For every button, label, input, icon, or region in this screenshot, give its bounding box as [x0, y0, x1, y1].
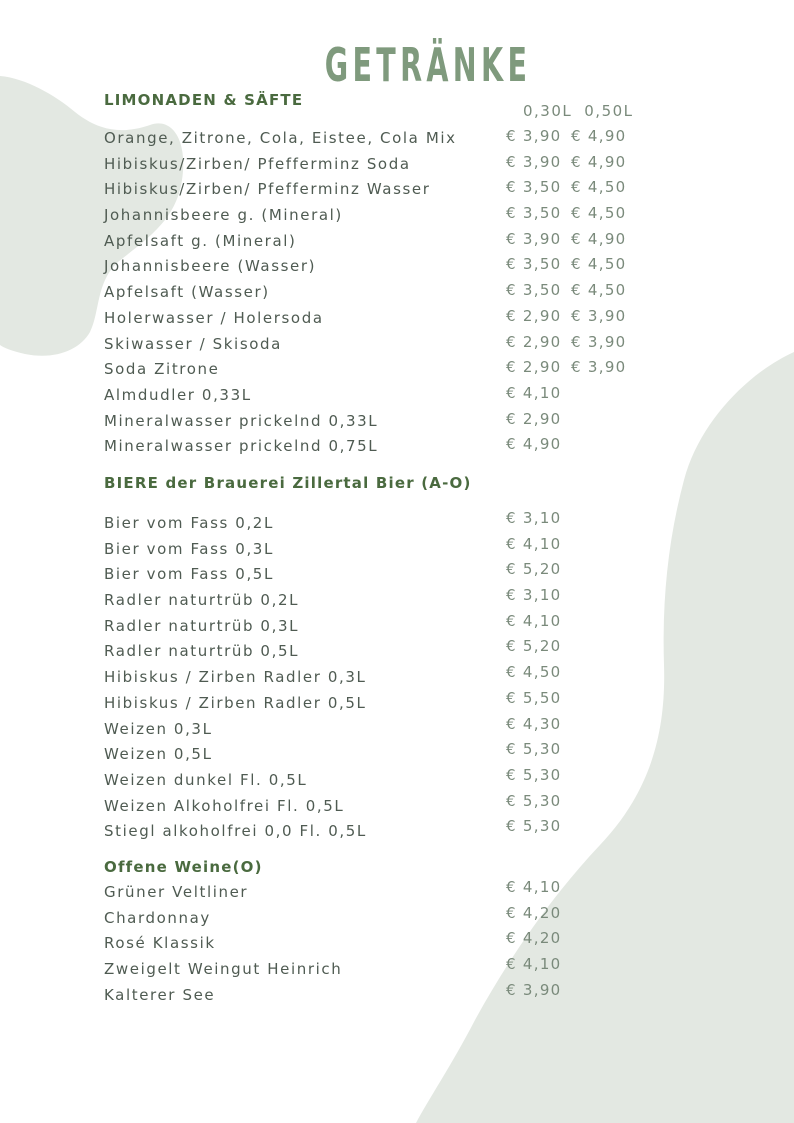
menu-item-name: Chardonnay — [104, 908, 211, 927]
menu-item-name: Stiegl alkoholfrei 0,0 Fl. 0,5L — [104, 822, 367, 841]
menu-item-name: Weizen dunkel Fl. 0,5L — [104, 770, 308, 789]
price: € 4,50 — [506, 663, 562, 682]
section-heading-biere: BIERE der Brauerei Zillertal Bier (A-O) — [104, 474, 472, 492]
menu-item-name: Weizen 0,5L — [104, 745, 213, 764]
price-small: € 3,90 — [506, 152, 562, 171]
price: € 5,20 — [506, 637, 562, 656]
menu-item-row — [0, 152, 794, 181]
price-small: € 3,50 — [506, 281, 562, 300]
menu-item-name: Hibiskus / Zirben Radler 0,5L — [104, 693, 367, 712]
price: € 4,10 — [506, 955, 562, 974]
menu-item-name: Johannisbeere (Wasser) — [104, 257, 317, 276]
menu-item-name: Grüner Veltliner — [104, 883, 249, 901]
menu-item-name: Rosé Klassik — [104, 934, 216, 953]
price-small: € 2,90 — [506, 332, 562, 351]
menu-item-row — [0, 817, 794, 848]
price-small: € 3,90 — [506, 229, 562, 248]
price-large: € 4,90 — [571, 229, 627, 248]
price-large: € 3,90 — [571, 358, 627, 377]
price: € 4,20 — [506, 903, 562, 922]
page-title: GETRÄNKE — [324, 38, 532, 92]
menu-item-row — [0, 180, 794, 206]
menu-item-name: Kalterer See — [104, 985, 216, 1004]
menu-item-name: Bier vom Fass 0,3L — [104, 539, 274, 558]
menu-item-name: Weizen Alkoholfrei Fl. 0,5L — [104, 796, 345, 815]
menu-item-row — [0, 611, 794, 643]
price: € 5,30 — [506, 791, 562, 810]
menu-item-row — [0, 409, 794, 438]
menu-item-row — [0, 765, 794, 797]
price: € 5,50 — [506, 688, 562, 707]
menu-item-row — [0, 283, 794, 309]
menu-item-name: Johannisbeere g. (Mineral) — [104, 206, 343, 225]
volume-header-small: 0,30L — [523, 102, 573, 120]
menu-item-row — [0, 332, 794, 361]
limonaden-list — [0, 129, 794, 463]
menu-item-name: Mineralwasser prickelnd 0,33L — [104, 411, 379, 430]
menu-item-row — [0, 257, 794, 283]
menu-item-row — [0, 509, 794, 540]
menu-item-name: Radler naturtrüb 0,2L — [104, 591, 300, 610]
price-large: € 4,50 — [571, 281, 627, 300]
price-small: € 3,90 — [506, 127, 562, 145]
price: € 3,10 — [506, 509, 562, 527]
menu-item-name: Hibiskus/Zirben/ Pfefferminz Wasser — [104, 180, 431, 199]
menu-item-name: Weizen 0,3L — [104, 719, 213, 738]
price-large: € 4,50 — [571, 178, 627, 197]
price-small: € 3,50 — [506, 255, 562, 274]
price: € 5,30 — [506, 740, 562, 759]
menu-item-row — [0, 980, 794, 1012]
menu-item-row — [0, 903, 794, 935]
menu-item-row — [0, 637, 794, 668]
menu-item-row — [0, 955, 794, 986]
price-large: € 4,50 — [571, 204, 627, 223]
menu-item-name: Mineralwasser prickelnd 0,75L — [104, 437, 379, 456]
price-small: € 3,50 — [506, 204, 562, 223]
price: € 5,20 — [506, 560, 562, 579]
menu-item-row — [0, 383, 794, 412]
menu-item-name: Skiwasser / Skisoda — [104, 334, 282, 353]
weine-list — [0, 878, 794, 1011]
price-small: € 4,90 — [506, 435, 562, 454]
section-heading-weine: Offene Weine(O) — [104, 858, 263, 876]
volume-column-headers — [523, 102, 634, 120]
menu-item-row — [0, 929, 794, 960]
menu-item-name: Soda Zitrone — [104, 360, 220, 379]
menu-item-row — [0, 740, 794, 771]
menu-item-name: Holerwasser / Holersoda — [104, 308, 324, 327]
price-large: € 3,90 — [571, 332, 627, 351]
price-small: € 4,10 — [506, 383, 562, 402]
menu-item-name: Bier vom Fass 0,2L — [104, 514, 274, 532]
menu-item-name: Zweigelt Weingut Heinrich — [104, 960, 343, 979]
menu-item-name: Hibiskus / Zirben Radler 0,3L — [104, 668, 367, 687]
menu-item-name: Almdudler 0,33L — [104, 385, 252, 404]
price-small: € 2,90 — [506, 306, 562, 325]
menu-item-row — [0, 586, 794, 617]
menu-item-name: Hibiskus/Zirben/ Pfefferminz Soda — [104, 154, 411, 173]
menu-item-row — [0, 688, 794, 720]
price-large: € 3,90 — [571, 306, 627, 325]
menu-item-row — [0, 878, 794, 909]
menu-item-name: Radler naturtrüb 0,3L — [104, 616, 300, 635]
price: € 4,10 — [506, 611, 562, 630]
menu-item-row — [0, 560, 794, 591]
menu-item-row — [0, 663, 794, 694]
section-heading-limonaden: LIMONADEN & SÄFTE — [104, 91, 304, 109]
menu-item-row — [0, 791, 794, 823]
volume-header-large: 0,50L — [584, 102, 634, 120]
price-small: € 2,90 — [506, 409, 562, 428]
price-small: € 2,90 — [506, 358, 562, 377]
menu-item-name: Apfelsaft (Wasser) — [104, 283, 270, 302]
menu-item-row — [0, 437, 794, 463]
price: € 4,30 — [506, 714, 562, 733]
price: € 4,20 — [506, 929, 562, 948]
price-small: € 3,50 — [506, 178, 562, 197]
price-large: € 4,90 — [571, 127, 627, 145]
price: € 3,10 — [506, 586, 562, 605]
menu-item-row — [0, 206, 794, 232]
menu-item-row — [0, 714, 794, 746]
price: € 5,30 — [506, 817, 562, 836]
biere-list — [0, 509, 794, 848]
menu-item-row — [0, 306, 794, 335]
menu-item-name: Apfelsaft g. (Mineral) — [104, 231, 297, 250]
price: € 3,90 — [506, 980, 562, 999]
price: € 4,10 — [506, 878, 562, 896]
menu-item-name: Orange, Zitrone, Cola, Eistee, Cola Mix — [104, 129, 457, 147]
menu-item-name: Bier vom Fass 0,5L — [104, 565, 274, 584]
menu-item-row — [0, 229, 794, 258]
menu-item-row — [0, 534, 794, 566]
menu-item-name: Radler naturtrüb 0,5L — [104, 642, 300, 661]
price-large: € 4,50 — [571, 255, 627, 274]
menu-item-row — [0, 360, 794, 386]
price: € 5,30 — [506, 765, 562, 784]
menu-item-row — [0, 129, 794, 155]
price-large: € 4,90 — [571, 152, 627, 171]
price: € 4,10 — [506, 534, 562, 553]
